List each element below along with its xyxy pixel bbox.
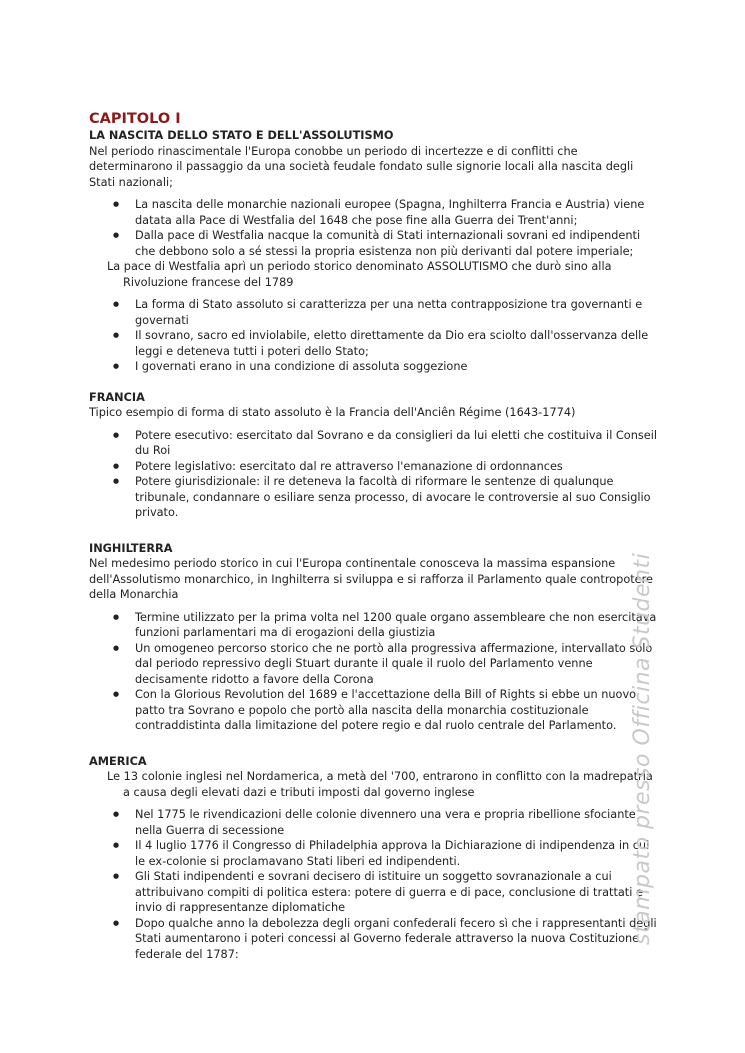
bullet-list-america [89,807,661,962]
section-america [89,754,661,963]
list-item: ● La forma di Stato assoluto si caratterizza per una netta contrapposizione tra governanti e governati [89,297,661,328]
paragraph-america: Le 13 colonie inglesi nel Nordamerica, a metà del '700, entrarono in conflitto con la madrepatria a causa degli elevati dazi e tributi imposti dal governo inglese [107,770,653,799]
list-item: ● Termine utilizzato per la prima volta nel 1200 quale organo assembleare che non esercitava funzioni parlamentari ma di erogazioni della giustizia [89,610,661,641]
document-content [89,110,661,962]
section-heading-assolutismo: LA NASCITA DELLO STATO E DELL'ASSOLUTISMO [89,129,394,142]
list-item: ● I governati erano in una condizione di assoluta soggezione [89,359,661,375]
list-item: ● Gli Stati indipendenti e sovrani decisero di istituire un soggetto sovranazionale a cui attribuivano compiti di politica estera: potere di guerra e di pace, conclusione di trattati e invio di rappresentanze diplomatiche [89,869,661,916]
list-item: ● Potere giurisdizionale: il re deteneva la facoltà di riformare le sentenze di qualunque tribunale, condannare o esiliare senza processo, di avocare le controversie al suo Consiglio privato. [89,474,661,521]
section-heading-francia: FRANCIA [89,390,145,404]
section-heading-inghilterra: INGHILTERRA [89,541,173,555]
list-item: ● Il 4 luglio 1776 il Congresso di Philadelphia approva la Dichiarazione di indipendenza in cui le ex-colonie si proclamavano Stati liberi ed indipendenti. [89,838,661,869]
list-item: ● Nel 1775 le rivendicazioni delle colonie divennero una vera e propria ribellione sfociante nella Guerra di secessione [89,807,661,838]
watermark-text: stampato presso Officina Studenti [630,552,655,945]
list-item: ● Il sovrano, sacro ed inviolabile, eletto direttamente da Dio era sciolto dall'osservanza delle leggi e deteneva tutti i poteri dello Stato; [89,328,661,359]
list-item: ● Potere esecutivo: esercitato dal Sovrano e da consiglieri da lui eletti che costituiva il Conseil du Roi [89,428,661,459]
list-item: ● Dalla pace di Westfalia nacque la comunità di Stati internazionali sovrani ed indipendenti che debbono solo a sé stessi la propria esistenza non più derivanti dal potere imperiale; [89,228,661,259]
chapter-title: CAPITOLO I [89,111,181,127]
bullet-list-stato-assoluto [89,297,661,375]
section-francia [89,390,661,521]
section-inghilterra [89,541,661,734]
paragraph-intro: Nel periodo rinascimentale l'Europa conobbe un periodo di incertezze e di conflitti che determinarono il passaggio da una società feudale fondato sulle signorie locali alla nascita degli Stati nazionali; [89,144,634,189]
bullet-list-francia [89,428,661,521]
list-item: ● La nascita delle monarchie nazionali europee (Spagna, Inghilterra Francia e Austria) viene datata alla Pace di Westfalia del 1648 che pose fine alla Guerra dei Trent'anni; [89,197,661,228]
paragraph-francia: Tipico esempio di forma di stato assoluto è la Francia dell'Anciên Régime (1643-1774) [89,406,576,419]
list-item: ● Con la Glorious Revolution del 1689 e l'accettazione della Bill of Rights si ebbe un nuovo patto tra Sovrano e popolo che portò alla nascita della monarchia costituzionale contraddistinta dalla limitazione del potere regio e dal ruolo centrale del Parlamento. [89,687,661,734]
paragraph-assolutismo: La pace di Westfalia aprì un periodo storico denominato ASSOLUTISMO che durò sino alla Rivoluzione francese del 1789 [107,260,612,289]
list-item: ● Potere legislativo: esercitato dal re attraverso l'emanazione di ordonnances [89,459,661,475]
bullet-list-inghilterra [89,610,661,734]
paragraph-inghilterra: Nel medesimo periodo storico in cui l'Europa continentale conosceva la massima espansione dell'Assolutismo monarchico, in Inghilterra si sviluppa e si rafforza il Parlamento quale contropotere della Monarchia [89,557,653,601]
bullet-list-westfalia [89,197,661,259]
list-item: ● Dopo qualche anno la debolezza degli organi confederali fecero sì che i rappresentanti degli Stati aumentarono i poteri concessi al Governo federale attraverso la nuova Costituzione federale del 1787: [89,916,661,963]
section-heading-america: AMERICA [89,754,147,768]
list-item: ● Un omogeneo percorso storico che ne portò alla progressiva affermazione, intervallato solo dal periodo repressivo degli Stuart durante il quale il ruolo del Parlamento venne decisamente ridotto a favore della Corona [89,641,661,688]
